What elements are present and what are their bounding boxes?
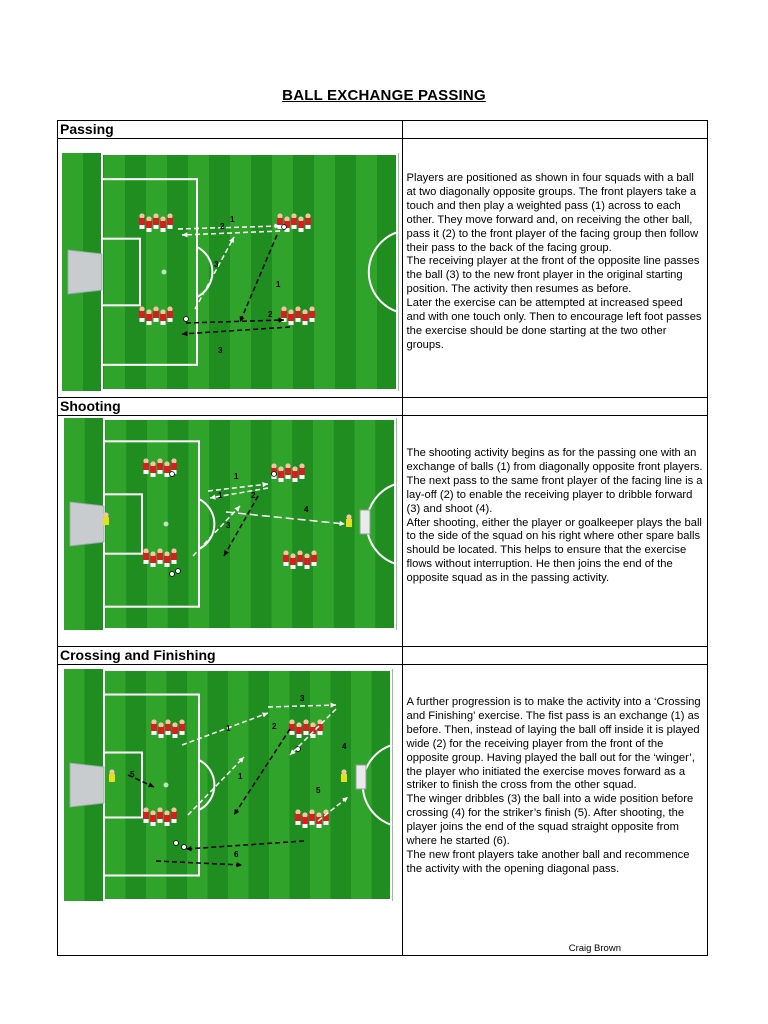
section-heading: Crossing and Finishing bbox=[58, 647, 403, 665]
player-shorts bbox=[144, 560, 149, 564]
player-shorts bbox=[140, 225, 145, 229]
player-shorts bbox=[290, 731, 295, 735]
player-shirt bbox=[157, 463, 163, 470]
player-shirt bbox=[143, 812, 149, 819]
goalkeeper-head bbox=[341, 769, 346, 774]
pass-number-label: 3 bbox=[214, 260, 219, 269]
player-shirt bbox=[285, 468, 291, 475]
player-head bbox=[295, 306, 300, 311]
player-head bbox=[309, 306, 314, 311]
player-head bbox=[298, 216, 303, 221]
player-shirt bbox=[292, 471, 298, 478]
pass-number-label: 4 bbox=[304, 505, 309, 514]
player-shorts bbox=[151, 822, 156, 826]
player-head bbox=[153, 306, 158, 311]
player-shorts bbox=[279, 478, 284, 482]
player-shorts bbox=[158, 470, 163, 474]
player-shirt bbox=[164, 556, 170, 563]
pitch-stripe bbox=[167, 669, 188, 901]
pitch-stripe bbox=[168, 418, 189, 630]
player-head bbox=[171, 458, 176, 463]
player-head bbox=[302, 309, 307, 314]
player-shirt bbox=[277, 218, 283, 225]
player-head bbox=[153, 213, 158, 218]
player-shorts bbox=[298, 562, 303, 566]
pitch-stripe bbox=[105, 669, 126, 901]
section-heading: Passing bbox=[58, 121, 403, 139]
player-shorts bbox=[151, 563, 156, 567]
goalkeeper-shirt bbox=[109, 774, 115, 782]
pass-number-label: 3 bbox=[300, 694, 305, 703]
player-shirt bbox=[165, 724, 171, 731]
player-head bbox=[146, 309, 151, 314]
pass-number-label: 1 bbox=[234, 472, 239, 481]
section-row-crossing bbox=[58, 665, 708, 956]
player-head bbox=[303, 719, 308, 724]
player-shorts bbox=[180, 731, 185, 735]
pass-number-label: 2 bbox=[251, 491, 256, 500]
pitch-stripe bbox=[313, 418, 334, 630]
player-shirt bbox=[150, 466, 156, 473]
player-shorts bbox=[165, 822, 170, 826]
player-shorts bbox=[172, 560, 177, 564]
player-head bbox=[167, 213, 172, 218]
section-row-passing bbox=[58, 139, 708, 398]
player-head bbox=[296, 722, 301, 727]
player-shorts bbox=[289, 321, 294, 325]
player-shorts bbox=[306, 225, 311, 229]
pitch-stripe bbox=[230, 418, 251, 630]
player-shorts bbox=[144, 470, 149, 474]
player-shorts bbox=[303, 321, 308, 325]
pass-number-label: 5 bbox=[130, 770, 135, 779]
pass-number-label: 5 bbox=[316, 786, 321, 795]
pitch-stripe bbox=[269, 669, 290, 901]
goalkeeper-head bbox=[346, 514, 351, 519]
player-head bbox=[171, 548, 176, 553]
pitch-stripe bbox=[292, 418, 313, 630]
player-head bbox=[292, 466, 297, 471]
player-shirt bbox=[164, 466, 170, 473]
player-head bbox=[157, 458, 162, 463]
pitch-stripe bbox=[310, 669, 331, 901]
player-shorts bbox=[310, 318, 315, 322]
ball bbox=[174, 841, 179, 846]
pass-number-label: 4 bbox=[342, 742, 347, 751]
player-head bbox=[271, 463, 276, 468]
pass-number-label: 1 bbox=[226, 724, 231, 733]
pass-number-label: 1 bbox=[276, 280, 281, 289]
goalkeeper-shirt bbox=[341, 774, 347, 782]
player-head bbox=[297, 550, 302, 555]
section-heading: Shooting bbox=[58, 398, 403, 416]
player-head bbox=[290, 553, 295, 558]
pitch-stripe bbox=[356, 153, 378, 391]
player-head bbox=[139, 306, 144, 311]
player-shirt bbox=[160, 314, 166, 321]
player-shorts bbox=[168, 225, 173, 229]
player-shirt bbox=[283, 555, 289, 562]
player-shirt bbox=[158, 727, 164, 734]
player-shorts bbox=[296, 821, 301, 825]
ball bbox=[282, 225, 287, 230]
player-shorts bbox=[154, 225, 159, 229]
section-row-shooting bbox=[58, 416, 708, 647]
pass-number-label: 1 bbox=[218, 491, 223, 500]
player-shorts bbox=[293, 478, 298, 482]
player-head bbox=[151, 719, 156, 724]
section-description: Players are positioned as shown in four squads with a ball at two diagonally opposite groups. The front players take a touch and then play a weighted pass (1) across to each other. They move forward and, on receiving the other ball, pass it (2) to the front player of the facing group then follow their pass to the back of the facing group. The receiving player at the front of the opposite line passes the ball (3) to the new front player in the original starting position. The activity then resumes as before. Later the exercise can be attempted at increased speed and with one touch only. Then to encourage left foot passes the exercise should be done starting at the two other groups. bbox=[406, 172, 702, 351]
pitch-stripe bbox=[230, 153, 252, 391]
pass-number-label: 1 bbox=[230, 215, 235, 224]
pitch-stripe bbox=[187, 669, 208, 901]
pass-number-label: 3 bbox=[226, 521, 231, 530]
player-head bbox=[160, 216, 165, 221]
goal-net bbox=[70, 502, 104, 546]
player-shorts bbox=[151, 473, 156, 477]
pitch-stripe bbox=[293, 153, 315, 391]
player-shorts bbox=[300, 475, 305, 479]
goal-net bbox=[68, 250, 102, 294]
player-head bbox=[305, 213, 310, 218]
ball bbox=[176, 569, 181, 574]
pass-number-label: 6 bbox=[234, 850, 239, 859]
player-shorts bbox=[296, 318, 301, 322]
player-head bbox=[150, 461, 155, 466]
pitch-stripe bbox=[290, 669, 311, 901]
player-shirt bbox=[309, 814, 315, 821]
pitch-diagram-crossing bbox=[58, 665, 403, 956]
player-shorts bbox=[165, 473, 170, 477]
player-head bbox=[311, 550, 316, 555]
player-shirt bbox=[151, 724, 157, 731]
player-shirt bbox=[309, 311, 315, 318]
penalty-spot bbox=[164, 783, 169, 788]
document-title: BALL EXCHANGE PASSING bbox=[282, 87, 486, 104]
player-head bbox=[278, 466, 283, 471]
player-shirt bbox=[150, 556, 156, 563]
player-shirt bbox=[153, 311, 159, 318]
player-shorts bbox=[147, 228, 152, 232]
player-head bbox=[167, 306, 172, 311]
pitch-stripe bbox=[272, 418, 293, 630]
player-head bbox=[143, 548, 148, 553]
player-head bbox=[281, 306, 286, 311]
player-head bbox=[164, 551, 169, 556]
player-head bbox=[158, 722, 163, 727]
ball bbox=[170, 472, 175, 477]
player-shorts bbox=[305, 565, 310, 569]
player-shirt bbox=[157, 553, 163, 560]
player-shirt bbox=[290, 558, 296, 565]
player-shorts bbox=[317, 824, 322, 828]
player-shorts bbox=[297, 734, 302, 738]
player-shirt bbox=[305, 218, 311, 225]
player-head bbox=[283, 550, 288, 555]
player-head bbox=[310, 722, 315, 727]
player-shirt bbox=[167, 218, 173, 225]
player-head bbox=[164, 461, 169, 466]
player-shirt bbox=[303, 724, 309, 731]
player-shirt bbox=[311, 555, 317, 562]
goal-net bbox=[356, 765, 366, 789]
player-head bbox=[165, 719, 170, 724]
player-shorts bbox=[158, 560, 163, 564]
player-shorts bbox=[168, 318, 173, 322]
player-shirt bbox=[139, 311, 145, 318]
pitch-stripe bbox=[372, 669, 393, 901]
pitch-stripe bbox=[188, 153, 210, 391]
pitch-stripe bbox=[125, 153, 147, 391]
player-head bbox=[150, 810, 155, 815]
player-shirt bbox=[171, 812, 177, 819]
player-head bbox=[299, 463, 304, 468]
player-head bbox=[143, 807, 148, 812]
player-shirt bbox=[298, 221, 304, 228]
player-shorts bbox=[166, 731, 171, 735]
pitch-stripe bbox=[375, 418, 396, 630]
section-description: The shooting activity begins as for the passing one with an exchange of balls (1) from diagonally opposite front players. The next pass to the same front player of the facing line is a lay-off (2) to enable the receiving player to dribble forward (3) and shoot (4). After shooting, either the player or goalkeeper plays the ball to the side of the squad on his right where other spare balls should be located. This helps to ensure that the exercise flows without interruption. He then joins the end of the opposite squad as in the passing activity. bbox=[406, 447, 703, 585]
goalkeeper-shirt bbox=[103, 517, 109, 525]
pitch-stripe bbox=[251, 418, 272, 630]
player-shorts bbox=[310, 821, 315, 825]
player-shirt bbox=[291, 218, 297, 225]
section-header-shooting bbox=[58, 398, 708, 416]
section-header-passing bbox=[58, 121, 708, 139]
player-shorts bbox=[173, 734, 178, 738]
pitch-stripe bbox=[104, 153, 126, 391]
goalkeeper-shirt bbox=[346, 519, 352, 527]
penalty-spot bbox=[164, 522, 169, 527]
pitch-stripe bbox=[377, 153, 399, 391]
player-shirt bbox=[179, 724, 185, 731]
player-head bbox=[277, 213, 282, 218]
player-shorts bbox=[152, 731, 157, 735]
goalkeeper-head bbox=[109, 769, 114, 774]
penalty-spot bbox=[162, 270, 167, 275]
pitch-stripe bbox=[331, 669, 352, 901]
player-head bbox=[179, 719, 184, 724]
player-shorts bbox=[159, 734, 164, 738]
player-shorts bbox=[318, 731, 323, 735]
player-head bbox=[146, 216, 151, 221]
pitch-diagram-shooting bbox=[58, 416, 403, 647]
player-shirt bbox=[143, 553, 149, 560]
player-shirt bbox=[281, 311, 287, 318]
ball bbox=[184, 317, 189, 322]
player-shorts bbox=[299, 228, 304, 232]
player-shirt bbox=[171, 553, 177, 560]
player-shirt bbox=[146, 221, 152, 228]
player-head bbox=[304, 553, 309, 558]
player-shorts bbox=[292, 225, 297, 229]
pitch-stripe bbox=[314, 153, 336, 391]
pass-number-label: 1 bbox=[238, 772, 243, 781]
player-shorts bbox=[147, 321, 152, 325]
player-head bbox=[288, 309, 293, 314]
player-shorts bbox=[165, 563, 170, 567]
player-shirt bbox=[299, 468, 305, 475]
goal-net bbox=[70, 763, 104, 807]
player-shorts bbox=[304, 731, 309, 735]
player-shorts bbox=[144, 819, 149, 823]
player-shirt bbox=[302, 817, 308, 824]
player-shirt bbox=[296, 727, 302, 734]
player-shirt bbox=[150, 815, 156, 822]
player-head bbox=[139, 213, 144, 218]
player-head bbox=[285, 463, 290, 468]
player-shorts bbox=[284, 562, 289, 566]
player-head bbox=[295, 809, 300, 814]
pass-number-label: 2 bbox=[268, 310, 273, 319]
player-shirt bbox=[164, 815, 170, 822]
player-shorts bbox=[161, 228, 166, 232]
drills-table bbox=[57, 120, 708, 956]
player-shirt bbox=[143, 463, 149, 470]
player-shirt bbox=[297, 555, 303, 562]
player-shirt bbox=[278, 471, 284, 478]
pitch-stripe bbox=[272, 153, 294, 391]
player-shirt bbox=[302, 314, 308, 321]
author-signature: Craig Brown bbox=[568, 943, 621, 954]
player-head bbox=[309, 809, 314, 814]
ball bbox=[170, 572, 175, 577]
player-shirt bbox=[160, 221, 166, 228]
section-header-crossing bbox=[58, 647, 708, 665]
player-shorts bbox=[158, 819, 163, 823]
player-shirt bbox=[295, 814, 301, 821]
player-head bbox=[164, 810, 169, 815]
player-shorts bbox=[286, 475, 291, 479]
ball bbox=[272, 472, 277, 477]
player-head bbox=[143, 458, 148, 463]
pitch-stripe bbox=[126, 418, 147, 630]
player-shorts bbox=[154, 318, 159, 322]
player-shirt bbox=[157, 812, 163, 819]
player-shirt bbox=[139, 218, 145, 225]
player-shirt bbox=[172, 727, 178, 734]
player-shorts bbox=[312, 562, 317, 566]
section-description: A further progression is to make the activity into a ‘Crossing and Finishing’ exercise. The fist pass is an exchange (1) as before. Then, instead of laying the ball off inside it is played wide (2) for the receiving player from the front of the opposite group. Having played the ball out for the ‘winger’, the player who initiated the exercise moves forward as a striker to finish the cross from the other squad. The winger dribbles (3) the ball into a wide position before crossing (4) for the striker’s finish (5). After shooting, the player joins the end of the squad straight opposite from where he started (6). The new front players take another ball and recommence the activity with the opening diagonal pass. bbox=[406, 696, 701, 875]
pitch-stripe bbox=[249, 669, 270, 901]
player-head bbox=[150, 551, 155, 556]
player-shirt bbox=[167, 311, 173, 318]
pitch-stripe bbox=[335, 153, 357, 391]
player-head bbox=[157, 807, 162, 812]
ball bbox=[182, 845, 187, 850]
pitch-stripe bbox=[126, 669, 147, 901]
player-shirt bbox=[171, 463, 177, 470]
player-head bbox=[284, 216, 289, 221]
pass-number-label: 2 bbox=[272, 722, 277, 731]
player-shorts bbox=[140, 318, 145, 322]
player-head bbox=[157, 548, 162, 553]
pass-number-label: 2 bbox=[220, 222, 225, 231]
pitch-diagram-passing bbox=[58, 139, 403, 398]
player-head bbox=[289, 719, 294, 724]
player-head bbox=[302, 812, 307, 817]
pass-number-label: 3 bbox=[218, 346, 223, 355]
player-head bbox=[160, 309, 165, 314]
player-head bbox=[316, 812, 321, 817]
player-shirt bbox=[288, 314, 294, 321]
player-shorts bbox=[172, 819, 177, 823]
player-shirt bbox=[295, 311, 301, 318]
player-shorts bbox=[291, 565, 296, 569]
player-shirt bbox=[146, 314, 152, 321]
goalkeeper-head bbox=[103, 512, 108, 517]
player-shirt bbox=[153, 218, 159, 225]
player-head bbox=[291, 213, 296, 218]
player-head bbox=[171, 807, 176, 812]
goal-net bbox=[360, 510, 370, 534]
player-shorts bbox=[324, 821, 329, 825]
player-head bbox=[172, 722, 177, 727]
player-shorts bbox=[303, 824, 308, 828]
pitch-stripe bbox=[167, 153, 189, 391]
player-shirt bbox=[304, 558, 310, 565]
player-shorts bbox=[161, 321, 166, 325]
